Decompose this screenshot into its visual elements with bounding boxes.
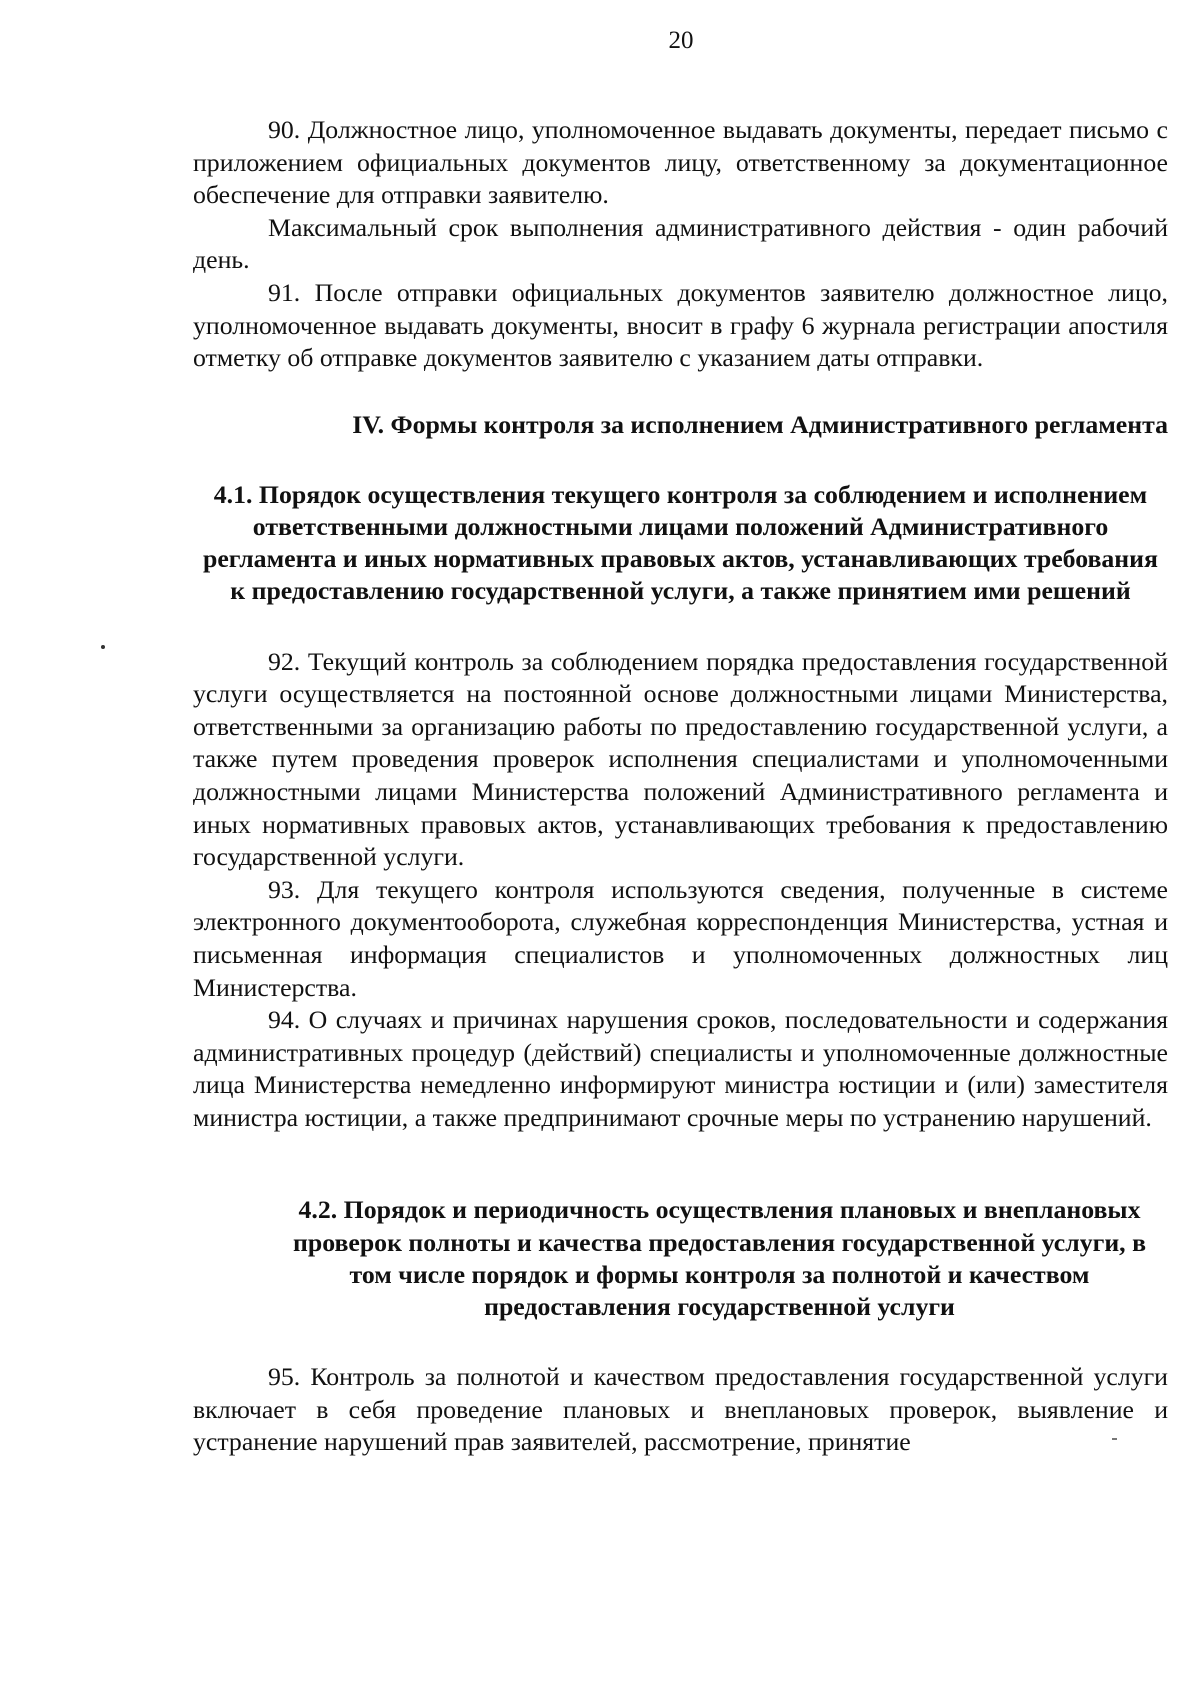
scan-speck-mark — [101, 645, 105, 649]
paragraph-95: 95. Контроль за полнотой и качеством предоставления государственной услуги включает в себя проведение плановых и внеплановых проверок, выявление и устранение нарушений прав заявителей, рассмотрение, принятие — [193, 1362, 1168, 1457]
paragraph-93: 93. Для текущего контроля используются сведения, полученные в системе электронного документооборота, служебная корреспонденция Министерства, устная и письменная информация специалистов и уполномоченных должностных лиц Министерства. — [193, 874, 1168, 1002]
subsection-heading-4-1: 4.1. Порядок осуществления текущего контроля за соблюдением и исполнением ответственными должностными лицами положений Административного регламента и иных нормативных правовых актов, устанавливающих требования к предоставлению государственной услуги, а также принятием ими решений — [203, 479, 1158, 606]
paragraph-94: 94. О случаях и причинах нарушения сроков, последовательности и содержания административных процедур (действий) специалисты и уполномоченные должностные лица Министерства немедленно информируют министра юстиции и (или) заместителя министра юстиции, а также предпринимают срочные меры по устранению нарушений. — [193, 1005, 1168, 1132]
paragraph-92: 92. Текущий контроль за соблюдением порядка предоставления государственной услуги осуществляется на постоянной основе должностными лицами Министерства, ответственными за организацию работы по предоставлению государственной услуги, а также путем проведения проверок исполнения специалистами и уполномоченными должностными лицами Министерства положений Административного регламента и иных нормативных правовых актов, устанавливающих требования к предоставлению государственной услуги. — [193, 646, 1168, 872]
page-number: 20 — [668, 27, 694, 54]
document-body — [193, 114, 1168, 1459]
paragraph-91: 91. После отправки официальных документов заявителю должностное лицо, уполномоченное выдавать документы, вносит в графу 6 журнала регистрации апостиля отметку об отправке документов заявителю с указанием даты отправки. — [193, 277, 1168, 373]
paragraph-deadline: Максимальный срок выполнения административного действия - один рабочий день. — [193, 212, 1168, 275]
scan-dash-mark — [1112, 1438, 1117, 1440]
section-heading-iv: IV. Формы контроля за исполнением Административного регламента — [352, 409, 1168, 439]
subsection-heading-4-2: 4.2. Порядок и периодичность осуществления плановых и внеплановых проверок полноты и качества предоставления государственной услуги, в том числе порядок и формы контроля за полнотой и качеством предоставления государственной услуги — [292, 1195, 1147, 1322]
paragraph-90: 90. Должностное лицо, уполномоченное выдавать документы, передает письмо с приложением официальных документов лицу, ответственному за документационное обеспечение для отправки заявителю. — [193, 115, 1168, 210]
